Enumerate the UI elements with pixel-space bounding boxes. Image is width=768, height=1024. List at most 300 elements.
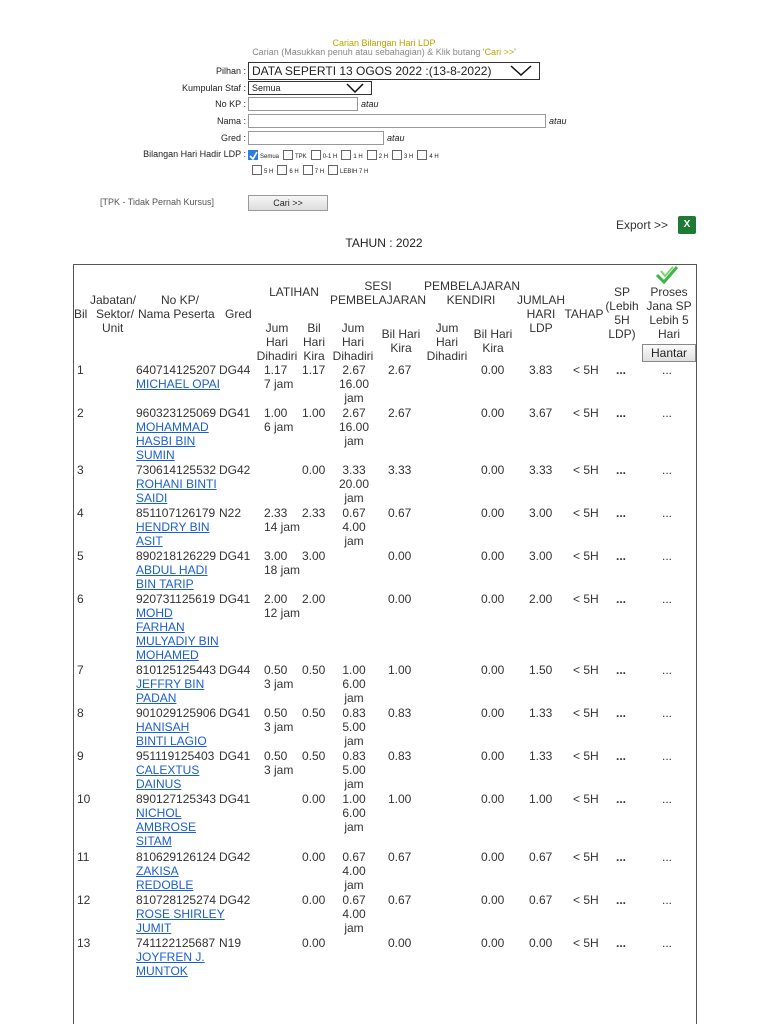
cell-nama-link[interactable]: HANISAH (136, 720, 190, 734)
cell-kendiri-kira: 0.00 (481, 592, 505, 606)
cell-kendiri-kira: 0.00 (481, 749, 505, 763)
cell-gred: DG41 (219, 592, 251, 606)
h-lj-1: Jum (265, 321, 289, 335)
cell-tahap: < 5H (573, 749, 599, 763)
cell-nama-link[interactable]: CALEXTUS (136, 763, 200, 777)
checkbox-label: 4 H (429, 154, 439, 160)
cell-gred: DG41 (219, 706, 251, 720)
cell-bil: 6 (77, 592, 84, 606)
h-kk-2: Kira (482, 341, 504, 355)
pilihan-label: Pilhan : (215, 66, 246, 76)
header-unit: Unit (102, 321, 124, 335)
cell-proses: ... (662, 463, 673, 477)
cell-nokp: 951119125403 (136, 749, 215, 763)
cell-latihan-jum: 18 jam (264, 563, 301, 577)
h-sp-1: SP (613, 285, 630, 299)
pilihan-value: DATA SEPERTI 13 OGOS 2022 :(13-8-2022) (252, 64, 492, 78)
cell-sesi-jum: 6.00 jam (342, 677, 366, 705)
header-kendiri-kira (470, 327, 516, 355)
cell-nama-link[interactable]: MOHAMMAD (136, 420, 209, 434)
cell-latihan-kira: 1.00 (302, 406, 326, 420)
form-subtitle-button-ref: Cari >> (484, 47, 515, 57)
cell-proses: ... (662, 663, 673, 677)
header-jabatan-line1: Jabatan/ (89, 293, 137, 307)
cell-gred: N22 (219, 506, 242, 520)
cell-gred: DG44 (219, 663, 251, 677)
cell-sesi-jum: 6.00 jam (342, 806, 366, 834)
h-jum-3: LDP (529, 321, 553, 335)
cell-kendiri-kira: 0.00 (481, 792, 505, 806)
cell-gred: DG41 (219, 792, 251, 806)
checkbox-label: 2 H (378, 154, 389, 160)
header-nama-peserta: Nama Peserta (138, 307, 215, 321)
cell-nokp: 810629126124 (136, 850, 217, 864)
cell-gred: DG41 (219, 549, 251, 563)
tpk-note: [TPK - Tidak Pernah Kursus] (100, 197, 215, 207)
cell-sp-link[interactable]: ... (616, 749, 627, 763)
h-ken-1: PEMBELAJARAN (424, 279, 521, 293)
checkbox[interactable] (248, 150, 258, 160)
cell-tahap: < 5H (573, 592, 599, 606)
cell-gred: DG42 (219, 850, 251, 864)
cell-nama-link[interactable]: HENDRY BIN (136, 520, 210, 534)
h-kj-1: Jum (435, 321, 459, 335)
cell-kendiri-kira: 0.00 (481, 506, 505, 520)
h-jum-2: HARI (526, 307, 556, 321)
cell-tahap: < 5H (573, 936, 599, 950)
cell-nama-link[interactable]: MULYADIY BIN (136, 634, 219, 648)
cell-nokp: 851107126179 (136, 506, 216, 520)
cell-nama-link[interactable]: SUMIN (136, 448, 175, 462)
h-lk-3: Kira (303, 349, 325, 363)
cell-sp-link[interactable]: ... (616, 893, 627, 907)
h-kj-2: Hari (435, 335, 458, 349)
h-pr-4: Hari (657, 327, 680, 341)
cell-latihan-jum: 3 jam (264, 763, 294, 777)
cell-sesi-kira: 0.83 (388, 749, 412, 763)
h-pr-1: Proses (650, 285, 688, 299)
header-nokp: No KP/ (160, 293, 199, 307)
form-subtitle (0, 47, 768, 57)
cell-nokp: 901029125906 (136, 706, 217, 720)
header-proses (640, 285, 698, 341)
hari-checkbox-item[interactable] (248, 150, 279, 160)
kumpulan-label: Kumpulan Staf : (181, 83, 246, 93)
h-sj-1: Jum (341, 321, 365, 335)
cell-latihan-kira: 0.50 (302, 749, 326, 763)
cell-latihan-kira: 0.50 (302, 706, 326, 720)
ldp-table (73, 264, 697, 1024)
cell-sesi-jum: 0.67 (342, 893, 366, 907)
checkmark-icon (654, 265, 680, 285)
header-sp (604, 285, 640, 341)
h-pr-2: Jana SP (646, 299, 692, 313)
form-subtitle-suffix: ' (514, 47, 516, 57)
cell-jumlah: 1.50 (529, 663, 553, 677)
cell-nama-link[interactable]: AMBROSE (136, 820, 197, 834)
cell-proses: ... (662, 363, 673, 377)
h-ken-2: KENDIRI (446, 293, 496, 307)
checkbox-label: 5 H (264, 169, 274, 175)
cell-sesi-kira: 2.67 (388, 363, 412, 377)
cell-nama-link[interactable]: SAIDI (136, 491, 168, 505)
cell-sesi-jum: 5.00 jam (342, 763, 366, 791)
cell-kendiri-kira: 0.00 (481, 363, 505, 377)
header-jabatan (74, 293, 138, 307)
cell-nama-link[interactable]: MICHAEL OPAI (136, 377, 221, 391)
cell-tahap: < 5H (573, 893, 599, 907)
checkbox[interactable] (417, 150, 427, 160)
header-kendiri-jum (424, 321, 470, 363)
cell-latihan-jum: 7 jam (264, 377, 294, 391)
cell-latihan-jum: 2.00 (264, 592, 288, 606)
cell-jumlah: 2.00 (529, 592, 553, 606)
cell-latihan-jum: 6 jam (264, 420, 294, 434)
checkbox[interactable] (303, 165, 313, 175)
gred-atau: atau (387, 133, 405, 143)
chevron-down-icon (345, 83, 365, 93)
cell-jumlah: 3.83 (529, 363, 553, 377)
cell-gred: DG42 (219, 893, 251, 907)
cell-nokp: 810728125274 (136, 893, 217, 907)
cell-bil: 10 (77, 792, 91, 806)
header-latihan-kira (300, 321, 328, 363)
cell-sesi-jum: 20.00 (338, 477, 370, 491)
cell-sesi-kira: 0.83 (388, 706, 412, 720)
cell-bil: 2 (77, 406, 84, 420)
cell-sp-link[interactable]: ... (616, 792, 627, 806)
cell-kendiri-kira: 0.00 (481, 936, 505, 950)
cell-latihan-jum: 0.50 (264, 663, 288, 677)
cell-bil: 7 (77, 663, 84, 677)
cell-jumlah: 0.67 (529, 893, 553, 907)
h-sk-1: Bil Hari (381, 327, 421, 341)
cell-nama-link[interactable]: DAINUS (136, 777, 182, 791)
header-latihan-jum (254, 321, 300, 363)
cell-sesi-kira: 1.00 (388, 663, 412, 677)
cell-nama-link[interactable]: PADAN (136, 691, 177, 705)
cell-nama-link[interactable]: BIN TARIP (136, 577, 194, 591)
h-lj-2: Hari (265, 335, 288, 349)
header-sesi-kira (378, 327, 424, 355)
cell-latihan-kira: 2.33 (302, 506, 326, 520)
cell-nama-link[interactable]: ROHANI BINTI (136, 477, 217, 491)
nokp-label: No KP : (215, 99, 246, 109)
cell-gred: DG44 (219, 363, 251, 377)
checkbox[interactable] (341, 150, 351, 160)
cell-nokp: 890127125343 (136, 792, 217, 806)
cell-latihan-jum: 2.33 (264, 506, 288, 520)
cell-nama-link[interactable]: REDOBLE (136, 878, 194, 892)
cell-sesi-jum: 16.00 (338, 377, 370, 391)
hantar-button[interactable]: Hantar (642, 344, 696, 362)
cell-sp-link[interactable]: ... (616, 850, 627, 864)
cell-latihan-jum: 0.50 (264, 706, 288, 720)
cell-nama-link[interactable]: HASBI BIN (136, 434, 196, 448)
h-sk-2: Kira (390, 341, 412, 355)
cell-proses: ... (662, 749, 673, 763)
hari-checkbox-item[interactable] (328, 165, 368, 175)
cell-proses: ... (662, 406, 673, 420)
checkbox[interactable] (367, 150, 377, 160)
cell-latihan-kira: 0.50 (302, 663, 326, 677)
cell-sesi-jum: 0.83 (342, 706, 366, 720)
cell-latihan-kira: 0.00 (302, 463, 326, 477)
cell-bil: 5 (77, 549, 84, 563)
cell-sesi-kira: 0.00 (388, 549, 412, 563)
checkbox[interactable] (252, 165, 262, 175)
cell-gred: N19 (219, 936, 242, 950)
cell-nokp: 890218126229 (136, 549, 217, 563)
cell-sesi-kira: 1.00 (388, 792, 412, 806)
h-sp-3: 5H (614, 313, 630, 327)
cell-gred: DG42 (219, 463, 251, 477)
h-kj-3: Dihadiri (426, 349, 468, 363)
cell-proses: ... (662, 792, 673, 806)
h-jum-1: JUMLAH (516, 293, 565, 307)
cell-bil: 13 (77, 936, 91, 950)
nokp-atau: atau (361, 99, 379, 109)
checkbox-label: LEBIH 7 H (340, 169, 369, 175)
hari-checkbox-item[interactable] (283, 150, 307, 160)
nama-label: Nama : (216, 116, 246, 126)
form-title: Carian Bilangan Hari LDP (332, 38, 436, 48)
cell-tahap: < 5H (573, 850, 599, 864)
cell-sesi-jum: 1.00 (342, 663, 366, 677)
cell-gred: DG41 (219, 749, 251, 763)
nama-atau: atau (549, 116, 567, 126)
cell-sesi-jum: jam (344, 434, 364, 448)
checkbox-label: 0-1 H (322, 154, 338, 160)
cell-latihan-kira: 0.00 (302, 792, 326, 806)
h-sj-2: Hari (341, 335, 364, 349)
cell-kendiri-kira: 0.00 (481, 706, 505, 720)
cell-kendiri-kira: 0.00 (481, 549, 505, 563)
cell-tahap: < 5H (573, 792, 599, 806)
header-bil: Bil (74, 307, 88, 321)
h-sesi-1: SESI (364, 279, 392, 293)
cell-sesi-kira: 0.67 (388, 893, 412, 907)
excel-icon[interactable]: X (678, 216, 696, 234)
cell-sesi-jum: 5.00 jam (342, 720, 366, 748)
checkbox[interactable] (328, 165, 338, 175)
cell-nama-link[interactable]: JOYFREN J. (136, 950, 205, 964)
cell-bil: 3 (77, 463, 84, 477)
header-sektor: Sektor/ (96, 307, 135, 321)
cell-sesi-jum: 0.83 (342, 749, 366, 763)
cell-sp-link[interactable]: ... (616, 463, 627, 477)
cell-sesi-jum: 3.33 (342, 463, 366, 477)
cell-jumlah: 1.33 (529, 749, 553, 763)
cell-jumlah: 3.00 (529, 506, 553, 520)
cell-proses: ... (662, 936, 673, 950)
cell-tahap: < 5H (573, 706, 599, 720)
nokp-input[interactable] (248, 97, 358, 111)
checkbox[interactable] (311, 150, 321, 160)
cell-nokp: 920731125619 (136, 592, 216, 606)
chevron-down-icon (509, 65, 533, 77)
hari-checkbox-item[interactable] (392, 150, 413, 160)
cell-nama-link[interactable]: MOHD (136, 606, 173, 620)
header-sesi (330, 279, 426, 307)
cell-nokp: 741122125687 (136, 936, 216, 950)
cell-nama-link[interactable]: ABDUL HADI (136, 563, 208, 577)
cell-nokp: 960323125069 (136, 406, 217, 420)
cell-sp-link[interactable]: ... (616, 663, 627, 677)
cell-sesi-jum: 4.00 jam (342, 520, 366, 548)
cell-kendiri-kira: 0.00 (481, 463, 505, 477)
gred-label: Gred : (220, 133, 246, 143)
hari-checkbox-item[interactable] (341, 150, 362, 160)
kumpulan-value: Semua (252, 83, 281, 93)
cell-nama-link[interactable]: ROSE SHIRLEY (136, 907, 225, 921)
cell-sesi-kira: 0.00 (388, 936, 412, 950)
hari-checkbox-item[interactable] (367, 150, 388, 160)
cell-nama-link[interactable]: JUMIT (136, 921, 172, 935)
cell-sp-link[interactable]: ... (616, 706, 627, 720)
checkbox-label: TPK (295, 154, 307, 160)
cell-nama-link[interactable]: MOHAMED (136, 648, 199, 662)
hari-checkbox-item[interactable] (311, 150, 338, 160)
cell-sesi-jum: 4.00 jam (342, 907, 366, 935)
cell-sesi-kira: 0.67 (388, 850, 412, 864)
h-kk-1: Bil Hari (473, 327, 513, 341)
cell-nama-link[interactable]: ASIT (136, 534, 163, 548)
cell-sesi-kira: 0.67 (388, 506, 412, 520)
checkbox-label: Semua (260, 154, 280, 160)
cell-proses: ... (662, 506, 673, 520)
gred-input[interactable] (248, 131, 384, 145)
checkbox-label: 6 H (289, 169, 299, 175)
cell-latihan-kira: 0.00 (302, 936, 326, 950)
cell-tahap: < 5H (573, 463, 599, 477)
cell-nama-link[interactable]: NICHOL (136, 806, 182, 820)
cell-jumlah: 0.67 (529, 850, 553, 864)
cell-sesi-jum: 16.00 (338, 420, 370, 434)
header-sesi-jum (330, 321, 376, 363)
cell-jumlah: 3.33 (529, 463, 553, 477)
cell-latihan-jum: 0.50 (264, 749, 288, 763)
cell-sp-link[interactable]: ... (616, 406, 627, 420)
cell-sp-link[interactable]: ... (616, 506, 627, 520)
cell-latihan-kira: 0.00 (302, 893, 326, 907)
export-link[interactable]: Export >> (616, 218, 669, 232)
h-sp-4: LDP) (608, 327, 636, 341)
cell-latihan-kira: 0.00 (302, 850, 326, 864)
cell-bil: 1 (77, 363, 84, 377)
cell-nama-link[interactable]: JEFFRY BIN (136, 677, 205, 691)
header-latihan: LATIHAN (269, 285, 319, 299)
cell-nama-link[interactable]: BINTI LAGIO (136, 734, 207, 748)
cell-bil: 9 (77, 749, 84, 763)
checkbox-label: 1 H (353, 154, 363, 160)
cell-latihan-jum: 3 jam (264, 677, 294, 691)
hari-checkbox-item[interactable] (417, 150, 438, 160)
cell-sesi-kira: 2.67 (388, 406, 412, 420)
cell-jumlah: 3.00 (529, 549, 553, 563)
cell-latihan-kira: 1.17 (302, 363, 326, 377)
cell-sesi-jum: jam (344, 391, 364, 405)
hari-checkbox-item[interactable] (303, 165, 324, 175)
cell-sesi-jum: 0.67 (342, 506, 366, 520)
checkbox[interactable] (392, 150, 402, 160)
cell-kendiri-kira: 0.00 (481, 893, 505, 907)
cell-nama-link[interactable]: MUNTOK (136, 964, 188, 978)
cell-proses: ... (662, 893, 673, 907)
tahun-label: TAHUN : 2022 (345, 236, 423, 250)
header-kendiri (424, 279, 521, 307)
checkbox-row-2 (252, 165, 372, 175)
checkbox-row-1 (248, 150, 443, 160)
checkbox[interactable] (277, 165, 287, 175)
cell-tahap: < 5H (573, 506, 599, 520)
cell-sp-link[interactable]: ... (616, 592, 627, 606)
cell-bil: 12 (77, 893, 91, 907)
hari-checkbox-item[interactable] (252, 165, 273, 175)
form-subtitle-prefix: Carian (Masukkan penuh atau sebahagian) & Klik butang ' (252, 47, 485, 57)
cell-sp-link[interactable]: ... (616, 363, 627, 377)
kumpulan-select[interactable] (248, 81, 372, 95)
h-lj-3: Dihadiri (256, 349, 298, 363)
cell-nokp: 810125125443 (136, 663, 217, 677)
cell-nama-link[interactable]: SITAM (136, 834, 172, 848)
checkbox[interactable] (283, 150, 293, 160)
header-gred: Gred (225, 307, 252, 321)
bilangan-label: Bilangan Hari Hadir LDP : (143, 149, 246, 159)
cell-sp-link[interactable]: ... (616, 549, 627, 563)
cell-proses: ... (662, 592, 673, 606)
cell-sesi-jum: 2.67 (342, 363, 366, 377)
cell-bil: 4 (77, 506, 84, 520)
cell-tahap: < 5H (573, 406, 599, 420)
h-lk-2: Hari (302, 335, 325, 349)
cell-latihan-jum: 12 jam (264, 606, 301, 620)
cell-sp-link[interactable]: ... (616, 936, 627, 950)
cell-proses: ... (662, 549, 673, 563)
nama-input[interactable] (248, 114, 546, 128)
checkbox-label: 7 H (314, 169, 325, 175)
cell-kendiri-kira: 0.00 (481, 850, 505, 864)
cell-sesi-jum: 0.67 (342, 850, 366, 864)
hari-checkbox-item[interactable] (277, 165, 298, 175)
cell-sesi-jum: 4.00 jam (342, 864, 366, 892)
cell-nama-link[interactable]: FARHAN (136, 620, 185, 634)
header-tahap: TAHAP (564, 307, 604, 321)
cari-button[interactable]: Cari >> (248, 195, 328, 211)
cell-sesi-jum: jam (344, 491, 364, 505)
cell-sesi-jum: 1.00 (342, 792, 366, 806)
cell-latihan-jum: 1.00 (264, 406, 288, 420)
cell-proses: ... (662, 706, 673, 720)
cell-sesi-kira: 3.33 (388, 463, 412, 477)
cell-sesi-jum: 2.67 (342, 406, 366, 420)
cell-nokp: 730614125532 (136, 463, 217, 477)
cell-sesi-kira: 0.00 (388, 592, 412, 606)
cell-jumlah: 0.00 (529, 936, 553, 950)
cell-tahap: < 5H (573, 363, 599, 377)
header-jumlah (514, 293, 568, 335)
cell-latihan-jum: 14 jam (264, 520, 301, 534)
cell-latihan-jum: 3.00 (264, 549, 288, 563)
cell-bil: 8 (77, 706, 84, 720)
cell-tahap: < 5H (573, 549, 599, 563)
pilihan-select[interactable] (248, 62, 540, 80)
cell-proses: ... (662, 850, 673, 864)
cell-latihan-jum: 1.17 (264, 363, 288, 377)
cell-kendiri-kira: 0.00 (481, 663, 505, 677)
cell-nama-link[interactable]: ZAKISA (136, 864, 179, 878)
cell-nokp: 640714125207 (136, 363, 217, 377)
